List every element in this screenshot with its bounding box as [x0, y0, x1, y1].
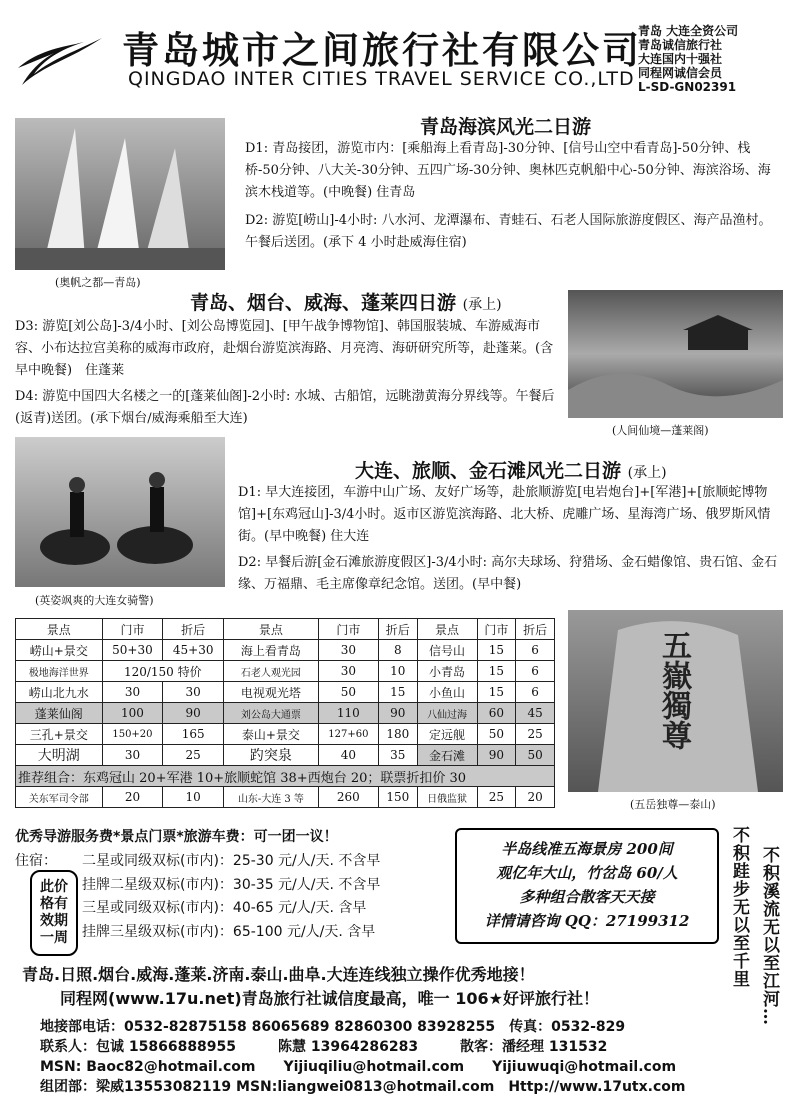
promo-scroll [455, 828, 719, 944]
price-table [15, 618, 555, 808]
contact-people: 联系人：包诚 15866888955 陈慧 13964286283 散客：潘经理 131532 [40, 1039, 608, 1055]
table-cell: 刘公岛大通票 [224, 703, 319, 724]
tour2-title-text: 青岛、烟台、威海、蓬莱四日游 [190, 292, 457, 314]
badge-1: 青岛 大连全资公司 [638, 24, 739, 38]
lodging-item: 三星或同级双标(市内)：40-65 元/人/天. 含早 [82, 900, 367, 916]
tour3-title-text: 大连、旅顺、金石滩风光二日游 [355, 460, 622, 482]
motto-right: 不积溪流无以至江河… [759, 846, 779, 1026]
table-cell: 10 [163, 787, 224, 808]
service-note: 优秀导游服务费*景点门票*旅游车费：可一团一议！ [15, 829, 338, 845]
table-cell: 八仙过海 [417, 703, 477, 724]
horse-riders-icon [15, 437, 225, 587]
tour3-title [355, 456, 667, 483]
table-cell: 10 [378, 661, 417, 682]
table-cell: 15 [477, 661, 516, 682]
table-cell: 100 [102, 703, 163, 724]
scroll-line: 观亿年大山，竹岔岛 60/人 [496, 864, 678, 882]
table-cell: 15 [477, 682, 516, 703]
promo-line-1: 青岛.日照.烟台.威海.蓬莱.济南.泰山.曲阜.大连连线独立操作优秀地接！ [22, 965, 535, 984]
table-header-row [16, 619, 555, 640]
company-name-cn: 青岛城市之间旅行社有限公司 [122, 29, 642, 72]
table-cell: 20 [102, 787, 163, 808]
table-row [16, 682, 555, 703]
promo-line-2: 同程网(www.17u.net)青岛旅行社诚信度最高，唯一 106★好评旅行社！ [60, 989, 599, 1008]
table-cell: 6 [516, 661, 555, 682]
tour2-day3: D3: 游览[刘公岛]-3/4小时、[刘公岛博览园]、[甲午战争博物馆]、韩国服装城、车游威海市容、小布达拉宫美称的威海市政府，赴烟台游览滨海路、月亮湾、海研研究所等，赴蓬莱。(含早中晚餐) 住蓬莱 [15, 319, 554, 378]
sailing-photo [15, 118, 225, 270]
table-cell: 165 [163, 724, 224, 745]
pavilion-icon [568, 290, 783, 418]
contact-group: 组团部：梁威13553082119 MSN:liangwei0813@hotmail.com Http://www.17utx.com [40, 1079, 686, 1095]
table-row [16, 703, 555, 724]
police-caption: (英姿飒爽的大连女骑警) [35, 594, 154, 607]
tour3-day2: D2: 早餐后游[金石滩旅游度假区]-3/4小时: 高尔夫球场、狩猎场、金石蜡像馆、贵石馆、金石缘、万福鼎、毛主席像章纪念馆。送团。(早中餐) [238, 555, 778, 592]
table-cell: 30 [163, 682, 224, 703]
badge-4: 同程网诚信会员 [638, 66, 723, 80]
tour2-day4: D4: 游览中国四大名楼之一的[蓬莱仙阁]-2小时: 水城、古船馆，远眺渤黄海分界线等。午餐后(返青)送团。(承下烟台/威海乘船至大连) [15, 389, 555, 426]
contact-phone: 地接部电话：0532-82875158 86065689 82860300 83928255 传真：0532-829 [40, 1019, 626, 1035]
table-cell: 金石滩 [417, 745, 477, 766]
table-cell: 小鱼山 [417, 682, 477, 703]
lodging-label: 住宿： [15, 853, 57, 869]
price-value: 120/150 [123, 664, 174, 679]
tour2-note: (承上) [462, 297, 502, 313]
penglai-caption: (人间仙境—蓬莱阁) [612, 424, 709, 437]
table-cell: 35 [378, 745, 417, 766]
table-cell: 50 [516, 745, 555, 766]
table-cell: 海上看青岛 [224, 640, 319, 661]
table-cell: 45+30 [163, 640, 224, 661]
table-header: 景点 [16, 619, 103, 640]
table-cell: 50 [477, 724, 516, 745]
table-cell: 小青岛 [417, 661, 477, 682]
table-cell: 50 [318, 682, 378, 703]
motto-left: 不积跬步无以至千里 [729, 826, 749, 988]
table-cell: 泰山+景交 [224, 724, 319, 745]
badge-2: 青岛诚信旅行社 [638, 38, 723, 52]
table-cell: 25 [163, 745, 224, 766]
penglai-photo [568, 290, 783, 418]
price-value: 特价 [177, 664, 202, 679]
table-cell: 30 [318, 661, 378, 682]
table-cell: 8 [378, 640, 417, 661]
table-header: 门市 [318, 619, 378, 640]
table-cell: 127+60 [318, 724, 378, 745]
table-row [16, 787, 555, 808]
table-row [16, 661, 555, 682]
table-cell: 25 [516, 724, 555, 745]
table-header: 景点 [224, 619, 319, 640]
table-cell: 山东-大连 3 等 [224, 787, 319, 808]
table-cell: 260 [318, 787, 378, 808]
table-cell: 崂山北九水 [16, 682, 103, 703]
table-cell: 30 [102, 745, 163, 766]
scroll-line: 多种组合散客天天接 [519, 888, 655, 906]
table-header: 折后 [163, 619, 224, 640]
table-row [16, 640, 555, 661]
swoosh-logo-icon [14, 30, 104, 92]
lodging-item: 挂牌三星级双标(市内)：65-100 元/人/天. 含早 [82, 923, 376, 940]
sailing-caption: (奥帆之都—青岛) [55, 276, 141, 289]
table-cell: 30 [102, 682, 163, 703]
table-cell: 90 [378, 703, 417, 724]
table-cell: 45 [516, 703, 555, 724]
table-cell: 关东军司令部 [16, 787, 103, 808]
table-cell: 电视观光塔 [224, 682, 319, 703]
table-cell: 30 [318, 640, 378, 661]
combo-cell: 推荐组合：东鸡冠山 20+军港 10+旅顺蛇馆 38+西炮台 20；联票折扣价 30 [16, 766, 555, 787]
table-cell: 110 [318, 703, 378, 724]
tour3-day1: D1: 早大连接团，车游中山广场、友好广场等，赴旅顺游览[电岩炮台]+[军港]+[旅顺蛇博物馆]+[东鸡冠山]-3/4小时。返市区游览滨海路、北大桥、虎雕广场、星海湾广场、俄罗斯风情街。(早中晚餐) 住大连 [238, 485, 771, 544]
tour1-day2: D2: 游览[崂山]-4小时: 八水河、龙潭瀑布、青蛙石、石老人国际旅游度假区、海产品渔村。午餐后送团。(承下 4 小时赴威海住宿) [245, 213, 772, 250]
table-cell: 日俄监狱 [417, 787, 477, 808]
police-photo [15, 437, 225, 587]
table-cell: 150 [378, 787, 417, 808]
scroll-line: 详情请咨询 QQ：27199312 [484, 912, 690, 930]
table-cell: 15 [378, 682, 417, 703]
table-header: 门市 [477, 619, 516, 640]
tour1-day1: D1: 青岛接团，游览市内：[乘船海上看青岛]-30分钟、[信号山空中看青岛]-50分钟、栈桥-50分钟、八大关-30分钟、五四广场-30分钟、奥林匹克帆船中心-50分钟、海滨浴场、海滨木栈道等。(中晚餐) 住青岛 [245, 141, 771, 200]
table-cell: 极地海洋世界 [16, 661, 103, 682]
taishan-photo [568, 610, 783, 792]
lodging-item: 二星或同级双标(市内)：25-30 元/人/天. 不含早 [82, 853, 381, 869]
table-cell: 定远舰 [417, 724, 477, 745]
scroll-line: 半岛线准五海景房 200间 [501, 840, 673, 858]
table-cell: 石老人观光园 [224, 661, 319, 682]
stone-inscription: 五嶽獨尊 [656, 630, 691, 750]
validity-text: 此价格有效期一周 [40, 879, 68, 946]
table-cell: 20 [516, 787, 555, 808]
table-header: 景点 [417, 619, 477, 640]
table-cell: 大明湖 [16, 745, 103, 766]
table-combo-row [16, 766, 555, 787]
table-cell: 6 [516, 640, 555, 661]
company-name-en: QINGDAO INTER CITIES TRAVEL SERVICE CO.,LTD [128, 68, 635, 90]
table-cell: 15 [477, 640, 516, 661]
table-cell: 90 [477, 745, 516, 766]
table-header: 折后 [378, 619, 417, 640]
table-cell: 150+20 [102, 724, 163, 745]
tour2-title [190, 288, 502, 315]
table-cell: 三孔+景交 [16, 724, 103, 745]
table-cell: 180 [378, 724, 417, 745]
table-row [16, 724, 555, 745]
table-header: 门市 [102, 619, 163, 640]
logo [14, 30, 104, 92]
table-cell: 蓬莱仙阁 [16, 703, 103, 724]
tour1-title: 青岛海滨风光二日游 [420, 116, 592, 138]
contact-msn: MSN: Baoc82@hotmail.com Yijiuqiliu@hotmail.com Yijiuwuqi@hotmail.com [40, 1059, 677, 1075]
sailboats-icon [15, 118, 225, 270]
table-cell: 6 [516, 682, 555, 703]
table-cell: 40 [318, 745, 378, 766]
validity-badge [30, 870, 78, 956]
table-cell: 趵突泉 [224, 745, 319, 766]
badge-3: 大连国内十强社 [638, 52, 723, 66]
lodging-list [82, 850, 380, 944]
lodging-item: 挂牌二星级双标(市内)：30-35 元/人/天. 不含早 [82, 876, 381, 893]
header-badges [638, 24, 798, 94]
table-cell: 90 [163, 703, 224, 724]
badge-5: L-SD-GN02391 [638, 80, 737, 94]
table-cell: 信号山 [417, 640, 477, 661]
table-cell [102, 661, 223, 682]
table-cell: 25 [477, 787, 516, 808]
table-cell: 50+30 [102, 640, 163, 661]
table-cell: 60 [477, 703, 516, 724]
tour3-note: (承上) [627, 465, 667, 481]
taishan-caption: (五岳独尊—泰山) [630, 798, 716, 811]
table-header: 折后 [516, 619, 555, 640]
table-row [16, 745, 555, 766]
table-cell: 崂山+景交 [16, 640, 103, 661]
